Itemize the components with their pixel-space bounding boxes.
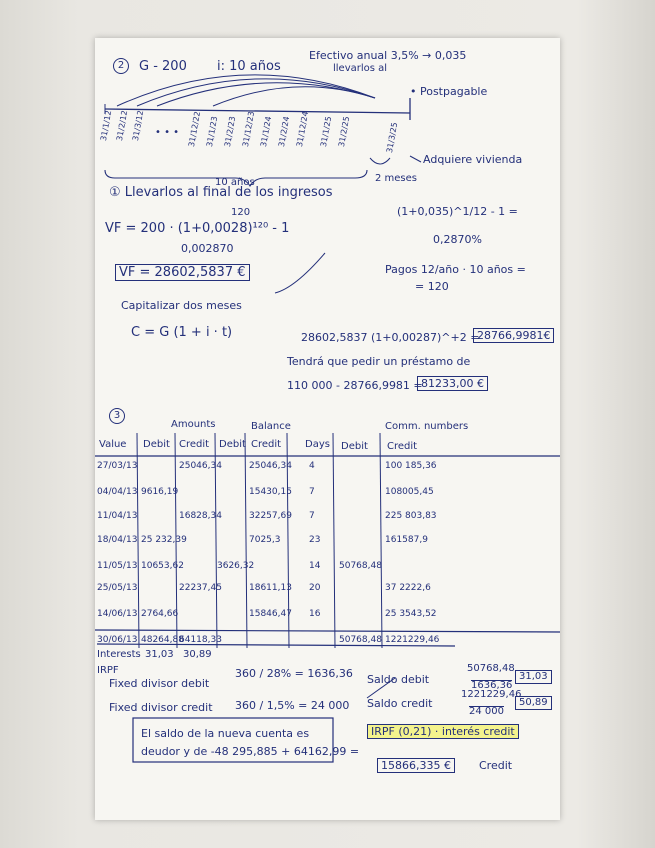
rate-result: 0,2870%	[433, 233, 482, 246]
table-cell: 25 232,39	[141, 535, 187, 545]
table-cell: 161587,9	[385, 535, 428, 545]
table-cell: 30/06/13	[97, 635, 138, 645]
table-cell: 23	[309, 535, 321, 545]
saldo-debit-den: 1636,36	[471, 680, 513, 691]
table-cell: 32257,69	[249, 511, 292, 521]
saldo-credit-num: 1221229,46	[461, 689, 522, 700]
table-cell: 4	[309, 461, 315, 471]
section-2-number: 2	[113, 58, 129, 74]
llevarlos-note: llevarlos al	[333, 63, 388, 74]
saldo-credit-result: 50,89	[515, 696, 552, 710]
date-label: 31/12/22	[187, 110, 203, 148]
date-label: 31/3/25	[385, 121, 400, 154]
date-label: 31/1/24	[259, 115, 274, 148]
vf-result: VF = 28602,5837 €	[115, 264, 250, 281]
date-label: 31/1/23	[205, 115, 220, 148]
table-cell: 108005,45	[385, 487, 434, 497]
table-cell: 37 2222,6	[385, 583, 431, 593]
vf-formula: VF = 200 · (1+0,0028)¹²⁰ - 1	[105, 221, 290, 236]
comm-header: Comm. numbers	[385, 421, 469, 432]
cap-calc: 28602,5837 (1+0,00287)^+2 =	[301, 331, 480, 344]
saldo-debit-num: 50768,48	[467, 663, 515, 674]
cap-result: 28766,9981€	[473, 328, 554, 343]
prestamo-calc: 110 000 - 28766,9981 =	[287, 379, 423, 392]
table-cell: 25046,34	[179, 461, 222, 471]
table-cell: 14/06/13	[97, 609, 138, 619]
pagos-label: Pagos 12/año · 10 años =	[385, 263, 526, 276]
date-label: 31/2/24	[277, 115, 292, 148]
balance-header: Balance	[251, 421, 291, 432]
date-label: 31/2/25	[337, 115, 352, 148]
table-cell: 11/05/13	[97, 561, 138, 571]
pagos-result: = 120	[415, 280, 449, 293]
exponent-120: 120	[231, 207, 251, 218]
table-cell: 15430,15	[249, 487, 292, 497]
fixed-debit-calc: 360 / 28% = 1636,36	[235, 667, 353, 680]
days-header: Days	[305, 439, 330, 450]
table-cell: 3626,32	[217, 561, 255, 571]
date-label: 31/12/24	[295, 110, 311, 148]
table-cell: 48264,88	[141, 635, 184, 645]
capitalizar-label: Capitalizar dos meses	[121, 299, 242, 312]
table-cell: 7025,3	[249, 535, 281, 545]
postpagable-label: • Postpagable	[410, 85, 488, 98]
fixed-credit-calc: 360 / 1,5% = 24 000	[235, 699, 350, 712]
date-label: 31/1/12	[99, 109, 114, 142]
notebook-page	[95, 38, 560, 820]
section-3-number: 3	[109, 408, 125, 424]
debit-header: Debit	[143, 439, 170, 450]
table-cell: 18611,13	[249, 583, 292, 593]
anos-note: 10 años	[215, 177, 255, 188]
date-label: 31/2/23	[223, 115, 238, 148]
table-cell: 50768,48	[339, 561, 382, 571]
prestamo-result: 81233,00 €	[417, 376, 488, 391]
comm-credit-header: Credit	[387, 441, 418, 452]
table-cell: 100 185,36	[385, 461, 437, 471]
date-label: 31/12/23	[241, 110, 257, 148]
table-cell: 7	[309, 487, 315, 497]
date-label: 31/2/12	[115, 109, 130, 142]
interests-label: Interests	[97, 649, 141, 660]
vf-denominator: 0,002870	[181, 242, 234, 255]
irpf-label: IRPF	[97, 665, 119, 676]
table-cell: 27/03/13	[97, 461, 138, 471]
saldo-credit-label: Saldo credit	[367, 697, 433, 710]
table-cell: 20	[309, 583, 321, 593]
date-label: 31/1/25	[319, 115, 334, 148]
comm-debit-header: Debit	[341, 441, 368, 452]
table-cell: 04/04/13	[97, 487, 138, 497]
saldo-debit-label: Saldo debit	[367, 673, 430, 686]
tendra-label: Tendrá que pedir un préstamo de	[287, 355, 471, 368]
credit-header: Credit	[179, 439, 210, 450]
saldo-debit-result: 31,03	[515, 670, 552, 684]
table-cell: 7	[309, 511, 315, 521]
final-line-2: deudor y de -48 295,885 + 64162,99 =	[141, 745, 360, 758]
interests-debit: 31,03	[145, 649, 174, 660]
table-cell: 64118,33	[179, 635, 222, 645]
table-cell: 50768,48	[339, 635, 382, 645]
fixed-debit-label: Fixed divisor debit	[109, 677, 210, 690]
table-cell: 10653,62	[141, 561, 184, 571]
table-cell: 225 803,83	[385, 511, 437, 521]
balance-debit-header: Debit	[219, 439, 246, 450]
adquiere-label: Adquiere vivienda	[423, 153, 523, 166]
fixed-credit-label: Fixed divisor credit	[109, 701, 213, 714]
date-ellipsis: • • •	[155, 127, 180, 138]
table-cell: 11/04/13	[97, 511, 138, 521]
final-line-1: El saldo de la nueva cuenta es	[141, 727, 310, 740]
amounts-header: Amounts	[171, 419, 216, 430]
table-cell: 18/04/13	[97, 535, 138, 545]
table-cell: 2764,66	[141, 609, 179, 619]
g-value: G - 200	[139, 59, 187, 74]
table-cell: 16828,34	[179, 511, 222, 521]
step-1-title: ① Llevarlos al final de los ingresos	[109, 185, 333, 200]
table-cell: 25/05/13	[97, 583, 138, 593]
dos-meses-label: 2 meses	[375, 173, 418, 184]
table-cell: 9616,19	[141, 487, 179, 497]
credit-word: Credit	[479, 759, 513, 772]
date-label: 31/3/12	[131, 109, 146, 142]
final-result: 15866,335 €	[377, 758, 455, 773]
interests-credit: 30,89	[183, 649, 212, 660]
table-cell: 22237,45	[179, 583, 222, 593]
irpf-note: IRPF (0,21) · interés credit	[367, 724, 519, 739]
cap-formula: C = G (1 + i · t)	[131, 325, 233, 340]
balance-credit-header: Credit	[251, 439, 282, 450]
value-header: Value	[99, 439, 127, 450]
table-cell: 16	[309, 609, 321, 619]
table-cell: 1221229,46	[385, 635, 440, 645]
effective-rate-note: Efectivo anual 3,5% → 0,035	[309, 49, 467, 62]
rate-formula: (1+0,035)^1/12 - 1 =	[397, 205, 518, 218]
years-value: i: 10 años	[217, 59, 281, 74]
table-cell: 14	[309, 561, 321, 571]
table-cell: 25 3543,52	[385, 609, 437, 619]
table-cell: 15846,47	[249, 609, 292, 619]
saldo-credit-den: 24 000	[469, 706, 504, 717]
table-cell: 25046,34	[249, 461, 292, 471]
